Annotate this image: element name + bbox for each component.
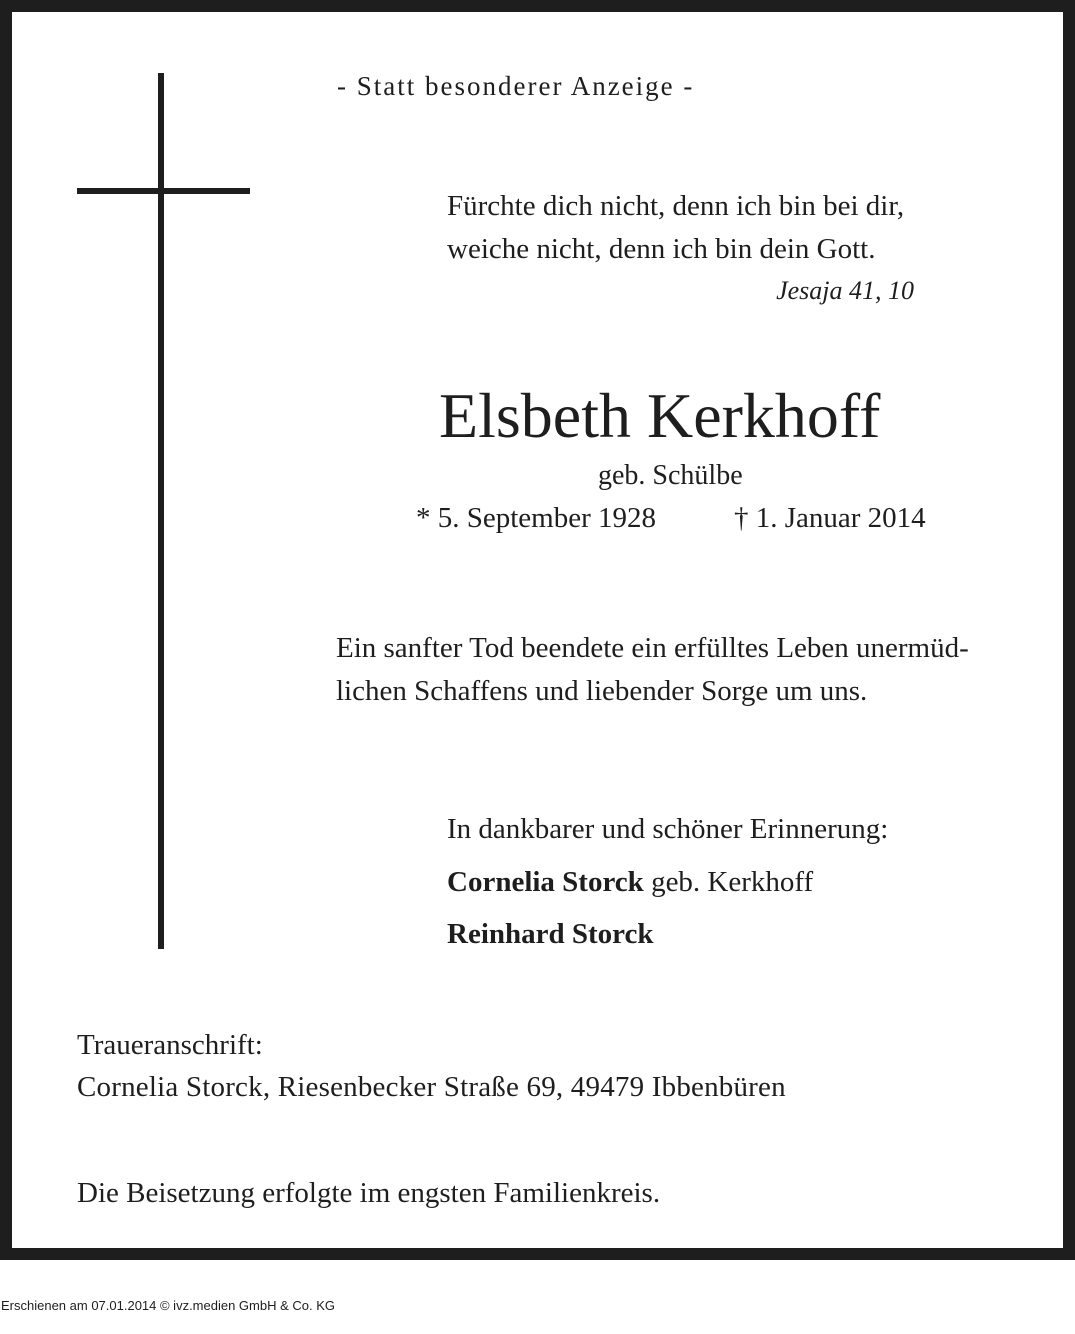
deceased-name: Elsbeth Kerkhoff — [439, 380, 881, 451]
verse-reference: Jesaja 41, 10 — [776, 276, 914, 305]
memory-line: In dankbarer und schöner Erinnerung: — [447, 813, 889, 845]
cross-vertical-bar — [158, 73, 164, 949]
mourning-address: Cornelia Storck, Riesenbecker Straße 69, 49479 Ibbenbüren — [77, 1071, 786, 1103]
maiden-name: geb. Schülbe — [598, 460, 743, 491]
mourner-entry — [447, 868, 813, 897]
tribute-line-2: lichen Schaffens und liebender Sorge um uns. — [336, 675, 868, 707]
header-note: - Statt besonderer Anzeige - — [337, 71, 695, 101]
address-label: Traueranschrift: — [77, 1029, 263, 1061]
death-date: † 1. Januar 2014 — [734, 502, 926, 534]
publication-footer: Erschienen am 07.01.2014 © ivz.medien GmbH & Co. KG — [1, 1298, 336, 1313]
verse-line-2: weiche nicht, denn ich bin dein Gott. — [447, 233, 876, 265]
mourner-suffix: geb. Kerkhoff — [643, 866, 814, 898]
burial-note: Die Beisetzung erfolgte im engsten Familienkreis. — [77, 1177, 661, 1209]
verse-line-1: Fürchte dich nicht, denn ich bin bei dir, — [447, 190, 905, 222]
mourner-name: Reinhard Storck — [447, 918, 654, 950]
mourner-entry — [447, 920, 654, 949]
cross-horizontal-bar — [77, 188, 250, 194]
tribute-line-1: Ein sanfter Tod beendete ein erfülltes Leben unermüd- — [336, 632, 969, 664]
birth-date: * 5. September 1928 — [416, 502, 657, 534]
mourner-name: Cornelia Storck — [447, 866, 644, 898]
